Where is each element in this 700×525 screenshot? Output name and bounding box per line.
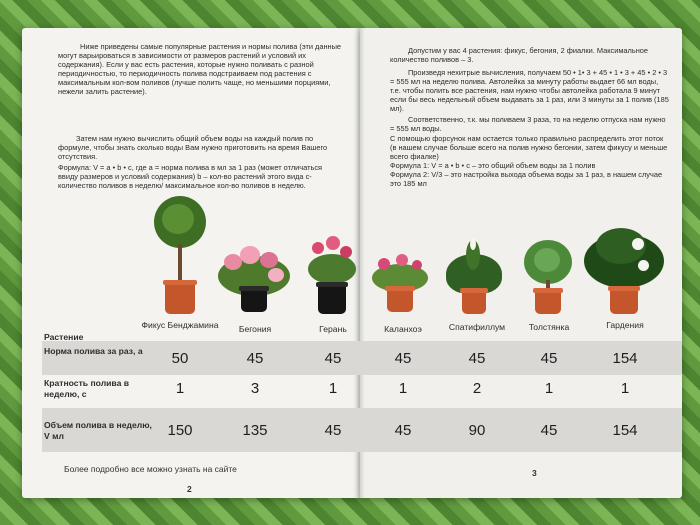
cell-gardenia-frequency: 1 (620, 380, 630, 397)
cell-geranium-frequency: 1 (328, 380, 338, 397)
watering-table (22, 28, 682, 498)
intro-paragraph: Ниже приведены самые популярные растения и нормы полива (эти данные могут варьироваться в зависимости от размеров растений и условий их содержания). Если у вас есть растения, которые нужно поливать с разной периодичностью, то периодичность полива подстраиваем под растения с максимальным кол-вом поливов (лучше полить чаще, но меньшими порциями, нежели залить растение). (58, 42, 342, 96)
cell-spathiphyllum-volume: 90 (468, 422, 486, 439)
cell-geranium-rate: 45 (324, 350, 342, 367)
cell-ficus-volume: 150 (167, 422, 193, 439)
plant-name-spathiphyllum: Спатифиллум (448, 322, 506, 332)
calculation-paragraph: Произведя нехитрые вычисления, получаем 50 • 1• 3 + 45 • 1 • 3 + 45 • 2 • 3 = 555 мл на неделю полива. Автолейка за минуту работы выдает 66 мл воды, т.е. чтобы полить все растения, нам нужно чтобы автолейка работала 9 минут если бы весь недельный объем выдавать за 1 раз, или 3 минуты за 1 полив (185 мл). (390, 68, 669, 113)
cell-jade-volume: 45 (540, 422, 558, 439)
cell-begonia-rate: 45 (246, 350, 264, 367)
total-paragraph: Соответственно, т.к. мы поливаем 3 раза, то на неделю отпуска нам нужно = 555 мл воды. (390, 115, 666, 133)
formula-paragraph: Формула: V = a • b • c, где а = норма полива в мл за 1 раз (может отличаться ввиду размеров и условий содержания) b – кол-во растений этого вида с- количество поливов в неделю/ максимальное кол-во поливов в неделю. (58, 163, 323, 190)
cell-begonia-volume: 135 (242, 422, 268, 439)
cell-jade-frequency: 1 (544, 380, 554, 397)
plant-name-kalanchoe: Каланхоэ (384, 324, 422, 334)
cell-kalanchoe-frequency: 1 (398, 380, 408, 397)
row-label-frequency: Кратность полива в неделю, с (44, 378, 130, 399)
ficus-image (150, 196, 210, 314)
begonia-image (218, 246, 290, 312)
cell-ficus-rate: 50 (171, 350, 189, 367)
cell-gardenia-volume: 154 (612, 422, 638, 439)
page-number-right: 3 (532, 468, 537, 478)
header-plant: Растение (44, 332, 84, 342)
nozzle-paragraph: С помощью форсунок нам остается только правильно распределить этот поток (в нашем случае больше всего на полив нужно бегонии, затем фикусу и меньше всего фиалке) (390, 134, 668, 161)
footer-note: Более подробно все можно узнать на сайте (64, 464, 237, 474)
cell-kalanchoe-volume: 45 (394, 422, 412, 439)
row-label-volume: Объем полива в неделю, V мл (44, 420, 152, 441)
plant-name-gardenia: Гардения (606, 320, 644, 330)
plant-name-geranium: Герань (319, 324, 347, 334)
cell-spathiphyllum-rate: 45 (468, 350, 486, 367)
formula-2: Формула 2: V/3 – это настройка выхода объема воды за 1 раз, в нашем случае это 185 мл (390, 170, 663, 188)
cell-jade-rate: 45 (540, 350, 558, 367)
cell-gardenia-rate: 154 (612, 350, 638, 367)
cell-begonia-frequency: 3 (250, 380, 260, 397)
volume-paragraph: Затем нам нужно вычислить общий объем воды на каждый полив по формуле, чтобы знать сколько воды Вам нужно приготовить на время Вашего отсутствия. (58, 134, 328, 161)
plant-name-jade: Толстянка (528, 322, 570, 332)
kalanchoe-image (370, 254, 430, 312)
plant-name-ficus: Фикус Бенджамина (141, 320, 219, 330)
cell-ficus-frequency: 1 (175, 380, 185, 397)
cell-geranium-volume: 45 (324, 422, 342, 439)
cell-kalanchoe-rate: 45 (394, 350, 412, 367)
row-label-rate: Норма полива за раз, а (44, 346, 143, 356)
example-paragraph: Допустим у вас 4 растения: фикус, бегония, 2 фиалки. Максимальное количество поливов – 3. (390, 46, 648, 64)
plant-name-begonia: Бегония (238, 324, 272, 334)
jade-plant-image (520, 240, 576, 314)
booklet (22, 28, 682, 498)
gardenia-image (584, 228, 664, 314)
spathiphyllum-image (442, 234, 506, 314)
geranium-image (304, 236, 360, 314)
page-number-left: 2 (187, 484, 192, 494)
formula-1: Формула 1: V = a • b • c – это общий объем воды за 1 полив (390, 161, 596, 170)
cell-spathiphyllum-frequency: 2 (472, 380, 482, 397)
